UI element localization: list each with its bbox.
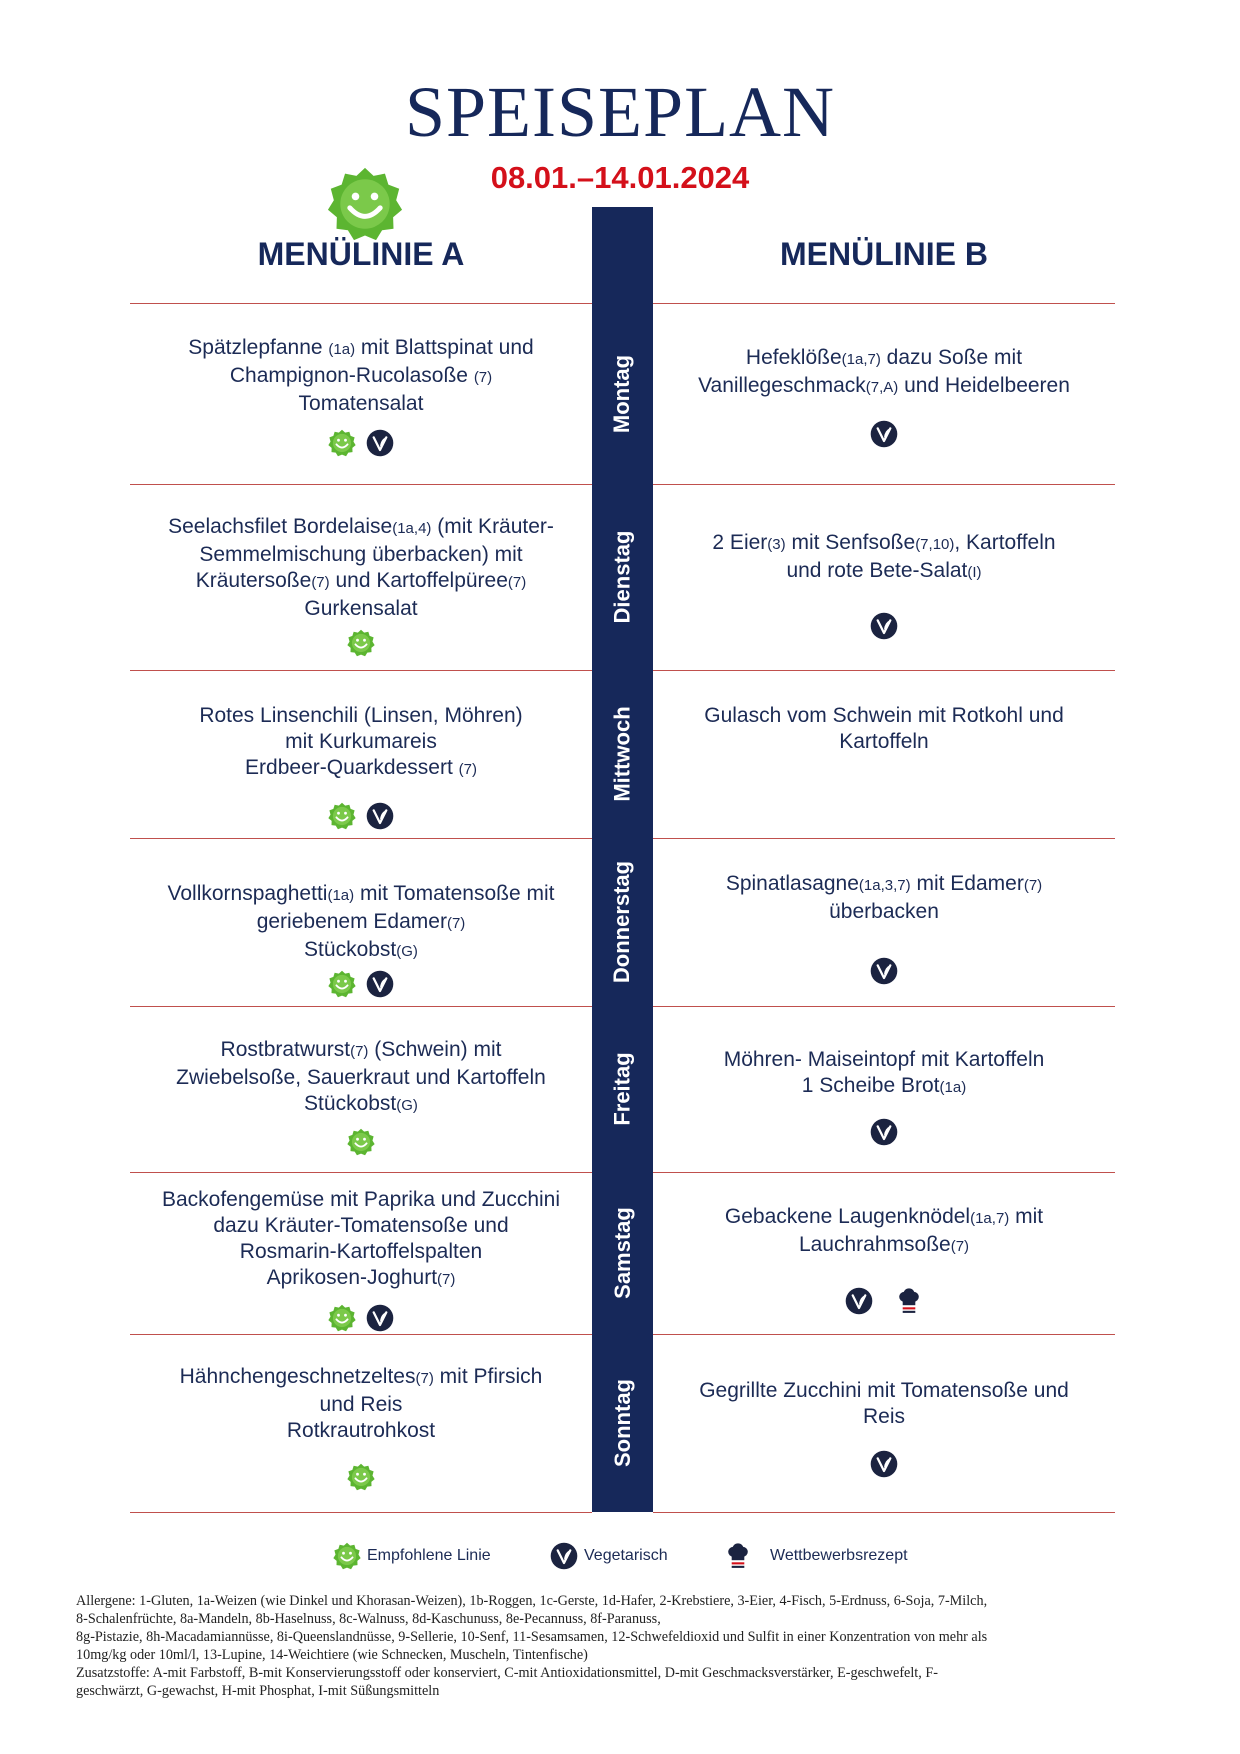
page-title: SPEISEPLAN [404,72,836,152]
dish-line [130,596,592,622]
row-divider [130,1006,592,1007]
dish-text: Seelachsfilet Bordelaise [168,515,393,538]
allergen-code: (1a,3,7) [858,877,911,894]
dish-icons [130,629,592,657]
recommended-icon [347,1128,375,1156]
day-label [592,1006,653,1172]
dish-line [130,1091,592,1119]
dish-text: 2 Eier [712,531,768,554]
recommended-icon [333,1542,361,1570]
dish-icons [130,1304,592,1332]
day-label-text: Freitag [609,1052,635,1126]
allergen-code: (7) [446,915,466,932]
menu-b-dish [653,345,1115,401]
dish-icons [130,1463,592,1491]
legend-recommended-label: Empfohlene Linie [367,1547,491,1564]
allergen-code: (G) [396,943,418,960]
dish-text: Hähnchengeschnetzeltes [179,1365,416,1388]
dish-line [130,755,592,783]
chef-hat-icon [895,1287,923,1315]
additives-line: Zusatzstoffe: A-mit Farbstoff, B-mit Konservierungsstoff oder konserviert, C-mit Antioxidationsmittel, D-mit Geschmacksverstärker, E-geschwefelt, F- [76,1665,938,1681]
dish-text: Hefeklöße [745,346,842,369]
vegetarian-icon [366,802,394,830]
day-label-text: Mittwoch [609,706,635,802]
row-divider [653,484,1115,485]
allergen-code: (7) [458,761,477,778]
dish-text: mit Blattspinat und [355,336,534,359]
dish-icons [653,420,1115,448]
dish-line [130,1065,592,1091]
dish-text: , Kartoffeln [954,531,1056,554]
day-label [592,838,653,1006]
recommended-icon [347,629,375,657]
dish-line [130,1239,592,1265]
day-label-text: Montag [609,354,635,433]
dish-text: Backofengemüse mit Paprika und Zucchini [161,1188,561,1211]
menu-b-dish [653,1047,1115,1101]
date-range: 08.01.–14.01.2024 [490,160,750,195]
allergen-code: (1a,4) [392,520,432,537]
row-divider [653,670,1115,671]
dish-text: Kartoffeln [839,730,929,753]
row-divider [130,1172,592,1173]
chef-hat-icon [724,1542,752,1570]
vegetarian-icon [550,1542,578,1570]
row-divider [130,1334,592,1335]
dish-icons [653,957,1115,985]
dish-text: geriebenem Edamer [256,910,447,933]
dish-line [130,1187,592,1213]
dish-line [653,871,1115,899]
dish-text: mit Edamer [910,872,1024,895]
dish-line [130,729,592,755]
dish-text: Aprikosen-Joghurt [266,1266,438,1289]
allergen-code: (7) [350,1043,369,1060]
dish-line [130,703,592,729]
dish-icons [653,1287,1115,1315]
dish-line [653,1047,1115,1073]
dish-line [653,729,1115,755]
day-label [592,303,653,484]
dish-line [130,1213,592,1239]
dish-text: Gegrillte Zucchini mit Tomatensoße und [699,1379,1069,1402]
dish-line [130,568,592,596]
dish-icons [130,970,592,998]
allergen-code: (7) [1023,877,1043,894]
menu-b-dish [653,703,1115,755]
vegetarian-icon [845,1287,873,1315]
dish-text: (Schwein) mit [368,1038,502,1061]
day-label [592,670,653,838]
dish-line [130,391,592,417]
vegetarian-icon [870,1450,898,1478]
dish-line [130,909,592,937]
legend-competition [724,1542,908,1570]
allergen-code: (1a) [327,887,355,904]
vegetarian-icon [870,957,898,985]
dish-line [130,542,592,568]
dish-line [130,1265,592,1293]
menu-b-dish [653,530,1115,586]
menu-a-dish [130,703,592,783]
dish-text: dazu Soße mit [880,346,1023,369]
allergen-code: (1a) [939,1079,967,1096]
dish-text: Erdbeer-Quarkdessert [245,756,459,779]
recommended-logo-icon [327,166,403,242]
menu-a-dish [130,335,592,417]
allergen-code: (7) [437,1271,456,1288]
dish-text: Rotes Linsenchili (Linsen, Möhren) [199,704,523,727]
recommended-icon [328,1304,356,1332]
dish-text: und Reis [319,1393,403,1416]
dish-text: mit Pfirsich [433,1365,543,1388]
dish-text: Gurkensalat [304,597,418,620]
allergen-code: (7) [473,369,493,386]
dish-line [130,1418,592,1444]
menu-a-dish [130,881,592,965]
dish-text: Gulasch vom Schwein mit Rotkohl und [704,704,1064,727]
dish-text: Rosmarin-Kartoffelspalten [239,1240,483,1263]
row-divider [130,670,592,671]
dish-text: Vanillegeschmack [698,374,866,397]
dish-text: und rote Bete-Salat [786,559,968,582]
legend [0,1540,1240,1574]
recommended-icon [347,1463,375,1491]
vegetarian-icon [366,970,394,998]
dish-text: Gebackene Laugenknödel [724,1205,971,1228]
row-divider [130,838,592,839]
recommended-icon [328,429,356,457]
allergen-code: (7) [950,1238,970,1255]
dish-text: Tomatensalat [298,392,424,415]
dish-line [130,937,592,965]
day-label-text: Sonntag [609,1379,635,1467]
dish-text: Vollkornspaghetti [167,882,328,905]
allergen-code: (1a,7) [841,351,881,368]
dish-line [130,881,592,909]
vegetarian-icon [366,1304,394,1332]
day-label [592,1172,653,1334]
dish-line [653,373,1115,401]
dish-text: mit Tomatensoße mit [354,882,555,905]
allergen-code: (7) [311,574,330,591]
row-divider [653,1334,1115,1335]
dish-icons [653,612,1115,640]
legend-vegetarian-label: Vegetarisch [584,1547,668,1564]
dish-icons [130,429,592,457]
dish-text: Lauchrahmsoße [798,1233,951,1256]
dish-text: Rostbratwurst [220,1038,351,1061]
row-divider [130,484,592,485]
dish-text: Champignon-Rucolasoße [229,364,474,387]
allergen-code: (7) [507,574,527,591]
allergen-code: (G) [396,1097,418,1114]
menu-a-dish [130,1037,592,1119]
menu-a-dish [130,1187,592,1293]
dish-line [130,335,592,363]
menu-b-dish [653,1204,1115,1260]
dish-text: Stückobst [304,938,397,961]
additives-line: geschwärzt, G-gewachst, H-mit Phosphat, I-mit Süßungsmitteln [76,1683,440,1699]
allergen-line: 8-Schalenfrüchte, 8a-Mandeln, 8b-Haselnuss, 8c-Walnuss, 8d-Kaschunuss, 8e-Pecannuss, 8f-Paranuss, [76,1611,661,1627]
row-divider [130,303,592,304]
dish-icons [653,1118,1115,1146]
dish-icons [653,1450,1115,1478]
row-divider [653,1172,1115,1173]
dish-text: (mit Kräuter- [431,515,554,538]
dish-text: überbacken [829,900,939,923]
legend-vegetarian [550,1542,668,1570]
dish-text: Stückobst [304,1092,397,1115]
column-header-a: MENÜLINIE A [257,236,465,272]
allergen-footnote [76,1592,1166,1700]
allergen-line: 10mg/kg oder 10ml/l, 13-Lupine, 14-Weichtiere (wie Schnecken, Muscheln, Tintenfische) [76,1647,588,1663]
day-label [592,484,653,670]
menu-a-dish [130,514,592,622]
allergen-code: (1a,7) [970,1210,1010,1227]
row-divider [653,838,1115,839]
allergen-code: (1a) [328,341,356,358]
dish-line [130,363,592,391]
dish-text: 1 Scheibe Brot [801,1074,940,1097]
dish-text: mit Kurkumareis [285,730,437,753]
dish-line [130,1392,592,1418]
dish-line [653,1204,1115,1232]
dish-line [653,703,1115,729]
dish-text: Spinatlasagne [725,872,859,895]
dish-line [653,558,1115,586]
dish-line [130,1037,592,1065]
dish-line [653,1404,1115,1430]
recommended-icon [328,802,356,830]
dish-text: Reis [862,1405,905,1428]
row-divider [130,1512,592,1513]
vegetarian-icon [870,420,898,448]
allergen-code: (7) [415,1370,434,1387]
dish-line [653,1232,1115,1260]
dish-text: und Heidelbeeren [898,374,1070,397]
vegetarian-icon [870,1118,898,1146]
dish-text: mit [1009,1205,1044,1228]
dish-line [653,1073,1115,1101]
dish-icons [130,1128,592,1156]
dish-line [653,899,1115,925]
menu-a-dish [130,1364,592,1444]
dish-text: Zwiebelsoße, Sauerkraut und Kartoffeln [176,1066,546,1089]
dish-text: dazu Kräuter-Tomatensoße und [213,1214,509,1237]
day-label-text: Dienstag [609,530,635,624]
dish-line [130,1364,592,1392]
allergen-code: (I) [967,564,982,581]
dish-text: Semmelmischung überbacken) mit [199,543,523,566]
dish-text: mit Senfsoße [785,531,916,554]
dish-line [653,1378,1115,1404]
dish-line [653,530,1115,558]
column-header-b: MENÜLINIE B [780,236,988,272]
day-label-text: Samstag [609,1207,635,1299]
row-divider [653,1512,1115,1513]
allergen-code: (3) [767,536,786,553]
recommended-icon [328,970,356,998]
allergen-line: 8g-Pistazie, 8h-Macadamiannüsse, 8i-Queenslandnüsse, 9-Sellerie, 10-Senf, 11-Sesamsamen, 12-Schwefeldioxid und Sulfit in einer Konzentration von mehr als [76,1629,988,1645]
allergen-code: (7,A) [865,379,899,396]
dish-text: und Kartoffelpüree [329,569,508,592]
dish-text: Spätzlepfanne [188,336,329,359]
dish-text: Möhren- Maiseintopf mit Kartoffeln [723,1048,1045,1071]
dish-line [130,514,592,542]
dish-text: Rotkrautrohkost [286,1419,436,1442]
legend-competition-label: Wettbewerbsrezept [770,1547,908,1564]
menu-b-dish [653,1378,1115,1430]
dish-text: Kräutersoße [195,569,312,592]
allergen-code: (7,10) [915,536,955,553]
allergen-line: Allergene: 1-Gluten, 1a-Weizen (wie Dinkel und Khorasan-Weizen), 1b-Roggen, 1c-Gerste, 1d-Hafer, 2-Krebstiere, 3-Eier, 4-Fisch, 5-Erdnuss, 6-Soja, 7-Milch, [76,1593,988,1609]
row-divider [653,1006,1115,1007]
vegetarian-icon [366,429,394,457]
menu-b-dish [653,871,1115,925]
vegetarian-icon [870,612,898,640]
legend-recommended [333,1542,491,1570]
day-label-text: Donnerstag [609,860,635,984]
dish-line [653,345,1115,373]
dish-icons [130,802,592,830]
day-label [592,1334,653,1512]
row-divider [653,303,1115,304]
